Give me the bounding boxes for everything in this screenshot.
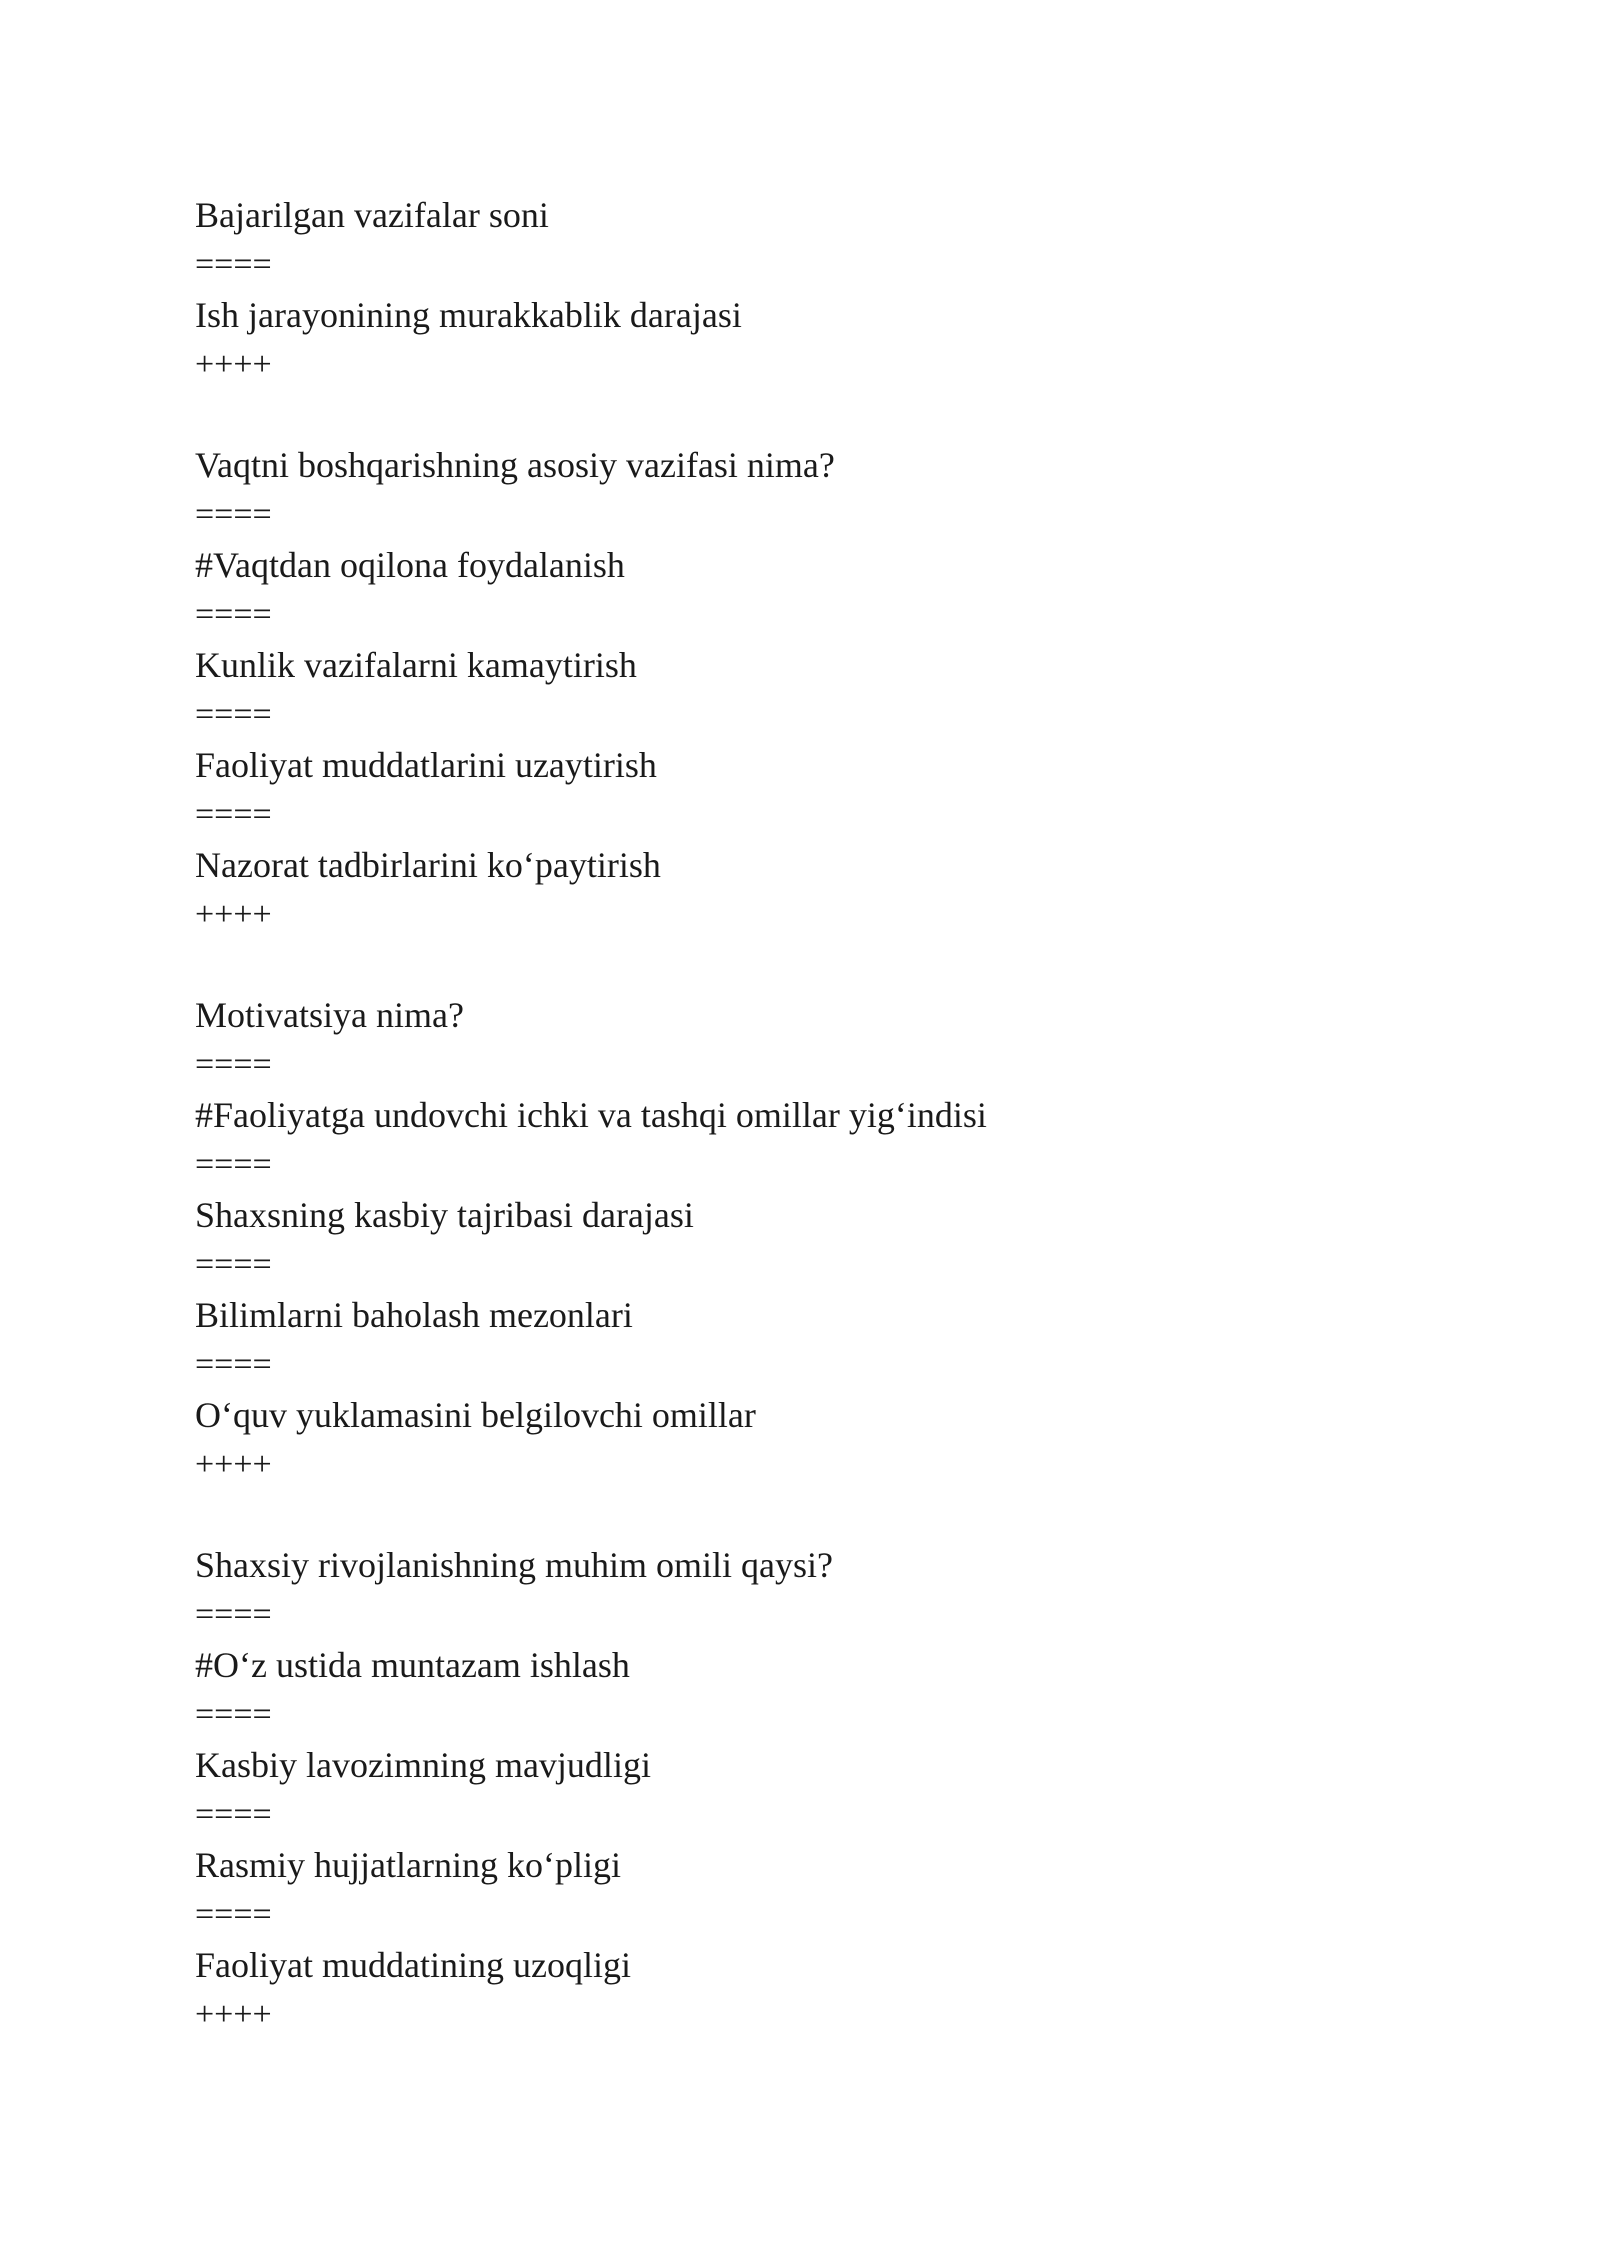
question-separator: ++++	[195, 346, 272, 383]
option-separator: ====	[195, 1896, 272, 1933]
answer-option: O‘quv yuklamasini belgilovchi omillar	[195, 1395, 756, 1435]
block-gap	[195, 390, 1445, 440]
option-separator: ====	[195, 1596, 272, 1633]
block-gap	[195, 1490, 1445, 1540]
option-separator: ====	[195, 596, 272, 633]
option-separator: ====	[195, 1796, 272, 1833]
answer-option: Ish jarayonining murakkablik darajasi	[195, 295, 742, 335]
answer-option: Bajarilgan vazifalar soni	[195, 195, 549, 235]
answer-option: Shaxsning kasbiy tajribasi darajasi	[195, 1195, 694, 1235]
answer-option: Rasmiy hujjatlarning ko‘pligi	[195, 1845, 621, 1885]
question-block	[195, 990, 1445, 1490]
answer-option: Kunlik vazifalarni kamaytirish	[195, 645, 637, 685]
option-separator: ====	[195, 796, 272, 833]
option-separator: ====	[195, 1046, 272, 1083]
answer-option: Faoliyat muddatlarini uzaytirish	[195, 745, 657, 785]
question-block	[195, 1540, 1445, 2040]
question-separator: ++++	[195, 1996, 272, 2033]
correct-answer-option: #Vaqtdan oqilona foydalanish	[195, 545, 625, 585]
block-gap	[195, 940, 1445, 990]
option-separator: ====	[195, 696, 272, 733]
option-separator: ====	[195, 1146, 272, 1183]
question-block	[195, 440, 1445, 940]
question-block	[195, 190, 1445, 390]
question-separator: ++++	[195, 896, 272, 933]
answer-option: Faoliyat muddatining uzoqligi	[195, 1945, 631, 1985]
option-separator: ====	[195, 1246, 272, 1283]
answer-option: Bilimlarni baholash mezonlari	[195, 1295, 633, 1335]
document-content	[195, 190, 1445, 2040]
question-text: Shaxsiy rivojlanishning muhim omili qaysi?	[195, 1545, 833, 1585]
answer-option: Kasbiy lavozimning mavjudligi	[195, 1745, 651, 1785]
option-separator: ====	[195, 1696, 272, 1733]
answer-option: Nazorat tadbirlarini ko‘paytirish	[195, 845, 661, 885]
option-separator: ====	[195, 496, 272, 533]
question-text: Vaqtni boshqarishning asosiy vazifasi nima?	[195, 445, 835, 485]
correct-answer-option: #O‘z ustida muntazam ishlash	[195, 1645, 630, 1685]
option-separator: ====	[195, 1346, 272, 1383]
question-text: Motivatsiya nima?	[195, 995, 464, 1035]
correct-answer-option: #Faoliyatga undovchi ichki va tashqi omillar yig‘indisi	[195, 1095, 987, 1135]
question-separator: ++++	[195, 1446, 272, 1483]
option-separator: ====	[195, 246, 272, 283]
